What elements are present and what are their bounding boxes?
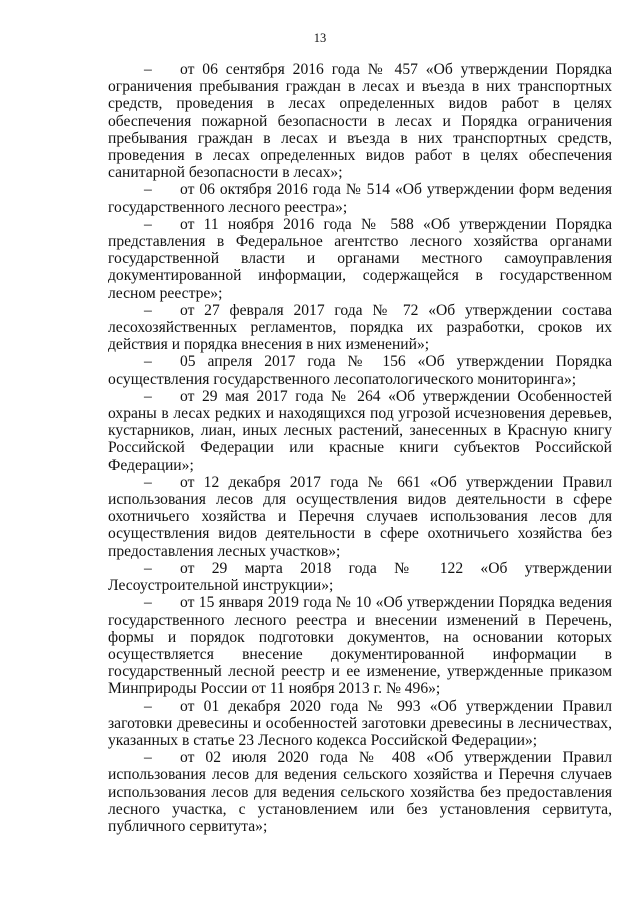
- list-dash: –: [144, 559, 152, 577]
- list-item-text: от 29 марта 2018 года № 122 «Об утверждении Лесоустроительной инструкции»;: [108, 559, 612, 595]
- list-item-text: от 15 января 2019 года № 10 «Об утверждении Порядка ведения государственного лесного реестра и внесении изменений в Перечень, формы и порядок подготовки документов, на основании которых осуществляется внесение документированной информации в государственный лесной реестр и ее изменение, утвержденные приказом Минприроды России от 11 ноября 2013 г. № 496»;: [108, 594, 612, 698]
- list-item: [108, 61, 612, 181]
- list-dash: –: [144, 215, 152, 233]
- document-body: [108, 61, 612, 835]
- list-dash: –: [144, 61, 152, 78]
- list-item-text: от 27 февраля 2017 года № 72 «Об утверждении состава лесохозяйственных регламентов, порядка их разработки, сроков их действия и порядка внесения в них изменений»;: [108, 301, 612, 354]
- list-item: [108, 474, 612, 560]
- list-dash: –: [144, 594, 152, 612]
- list-dash: –: [144, 301, 152, 319]
- list-item-text: 05 апреля 2017 года № 156 «Об утверждении Порядка осуществления государственного лесопатологического мониторинга»;: [108, 353, 612, 388]
- list-item: [108, 388, 612, 474]
- list-item: [108, 302, 612, 354]
- list-dash: –: [144, 749, 152, 767]
- list-dash: –: [144, 387, 152, 405]
- list-item-text: от 29 мая 2017 года № 264 «Об утверждении Особенностей охраны в лесах редких и находящихся под угрозой исчезновения деревьев, кустарников, лиан, иных лесных растений, занесенных в Красную книгу Российской Федерации или красные книги субъектов Российской Федерации»;: [108, 387, 612, 474]
- list-item-text: от 06 октября 2016 года № 514 «Об утверждении форм ведения государственного лесного реестра»;: [108, 181, 612, 216]
- list-item: [108, 560, 612, 594]
- list-item: [108, 353, 612, 387]
- list-item: [108, 594, 612, 697]
- list-item: [108, 698, 612, 750]
- list-dash: –: [144, 181, 152, 199]
- list-item-text: от 01 декабря 2020 года № 993 «Об утверждении Правил заготовки древесины и особенностей заготовки древесины в лесничествах, указанных в статье 23 Лесного кодекса Российской Федерации»;: [108, 697, 612, 749]
- list-dash: –: [144, 473, 152, 491]
- page-number: 13: [313, 31, 327, 45]
- list-item-text: от 11 ноября 2016 года № 588 «Об утверждении Порядка представления в Федеральное агентство лесного хозяйства органами государственной власти и органами местного самоуправления документированной информации, содержащейся в государственном лесном реестре»;: [108, 215, 612, 302]
- list-dash: –: [144, 697, 152, 715]
- list-item: [108, 216, 612, 302]
- list-item: [108, 181, 612, 215]
- list-item-text: от 06 сентября 2016 года № 457 «Об утверждении Порядка ограничения пребывания граждан в лесах и въезда в них транспортных средств, проведения в лесах определенных видов работ в целях обеспечения пожарной безопасности в лесах и Порядка ограничения пребывания граждан в лесах и въезда в них транспортных средств, проведения в лесах определенных видов работ в целях обеспечения санитарной безопасности в лесах»;: [108, 61, 612, 182]
- list-dash: –: [144, 353, 152, 371]
- list-item: [108, 749, 612, 835]
- list-item-text: от 12 декабря 2017 года № 661 «Об утверждении Правил использования лесов для осуществления видов деятельности в сфере охотничьего хозяйства и Перечня случаев использования лесов для осуществления видов деятельности в сфере охотничьего хозяйства без предоставления лесных участков»;: [108, 473, 612, 560]
- list-item-text: от 02 июля 2020 года № 408 «Об утверждении Правил использования лесов для ведения сельского хозяйства и Перечня случаев использования лесов для ведения сельского хозяйства без предоставления лесного участка, с установлением или без установления сервитута, публичного сервитута»;: [108, 749, 612, 835]
